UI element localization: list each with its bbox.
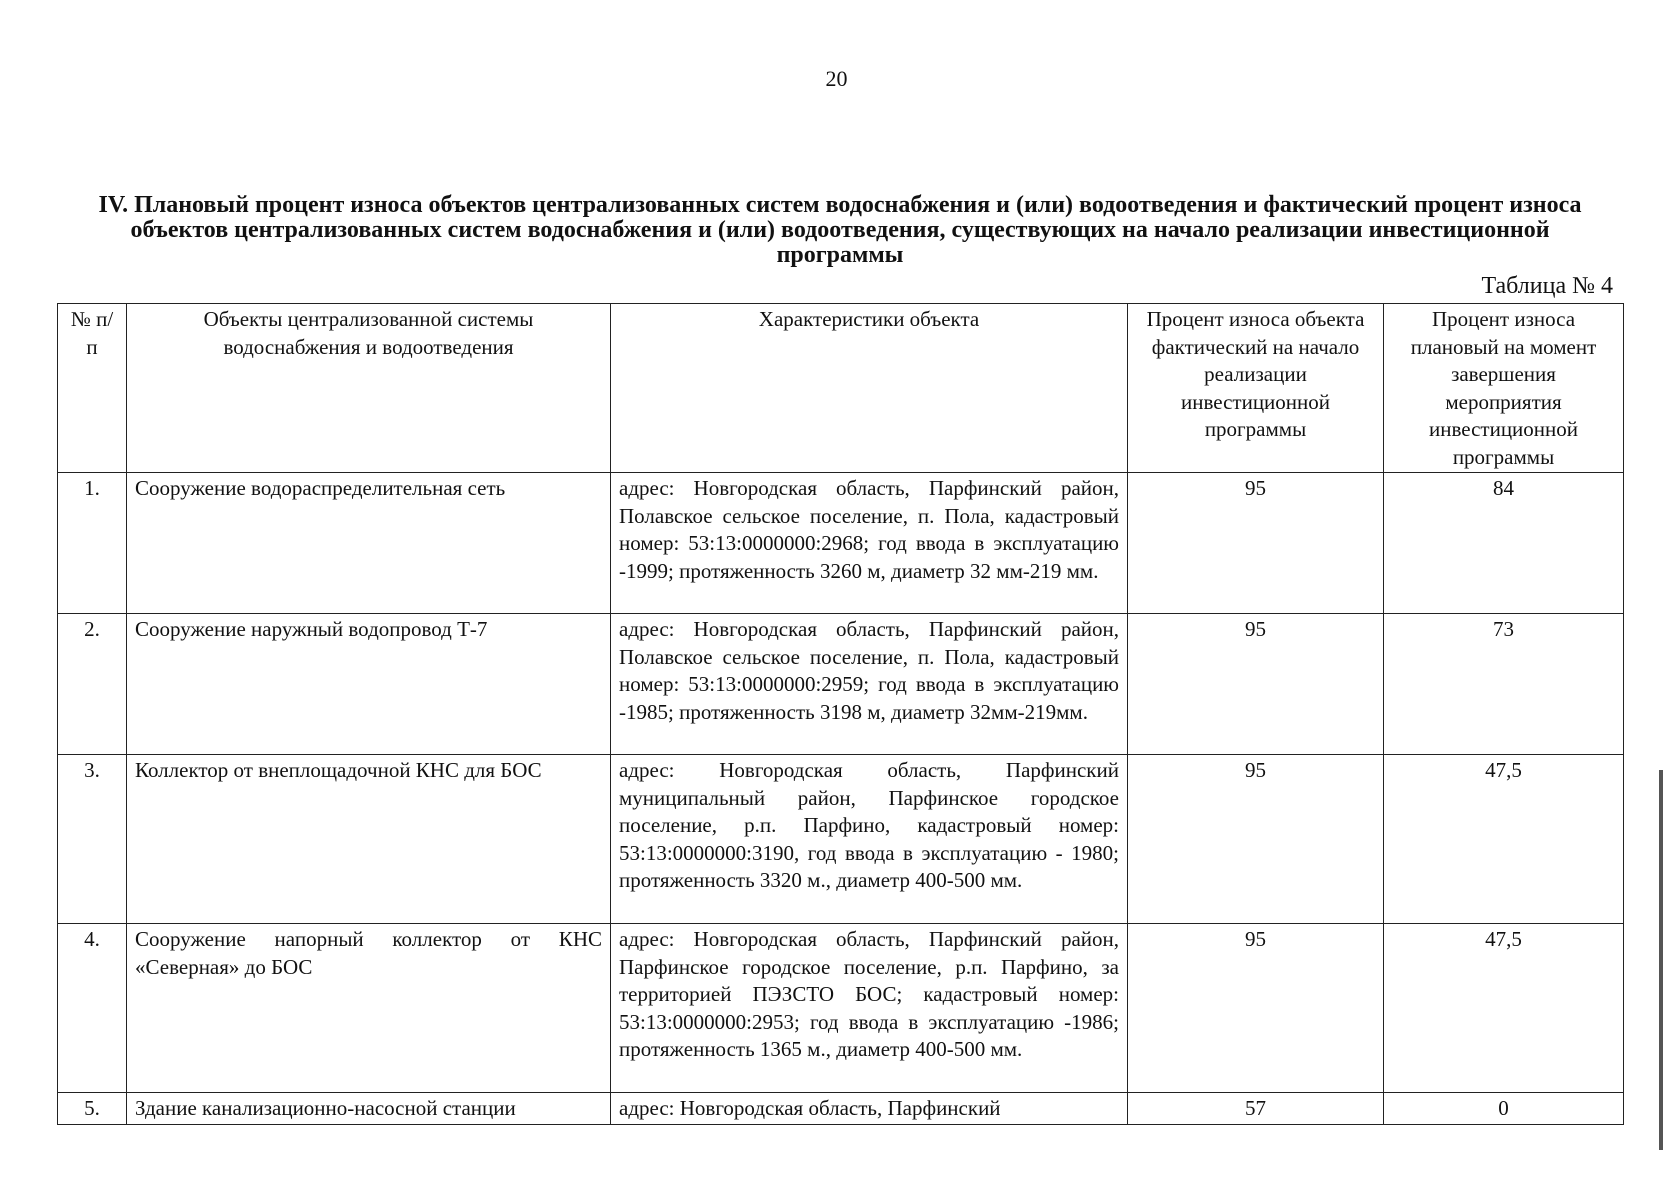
actual-wear-value: 95 (1128, 755, 1384, 924)
table-row (58, 473, 1624, 614)
actual-wear-value: 95 (1128, 473, 1384, 614)
header-characteristics: Характеристики объекта (611, 304, 1128, 473)
actual-wear-value: 95 (1128, 614, 1384, 755)
object-characteristics: адрес: Новгородская область, Парфинский муниципальный район, Парфинское городское поселение, р.п. Парфино, кадастровый номер: 53:13:0000000:3190, год ввода в эксплуатацию - 1980; протяженность 3320 м., диаметр 400-500 мм. (611, 755, 1128, 924)
row-number: 3. (58, 755, 127, 924)
row-number: 2. (58, 614, 127, 755)
object-characteristics: адрес: Новгородская область, Парфинский (611, 1093, 1128, 1125)
table-row (58, 1093, 1624, 1125)
row-number: 1. (58, 473, 127, 614)
object-characteristics: адрес: Новгородская область, Парфинский район, Полавское сельское поселение, п. Пола, кадастровый номер: 53:13:0000000:2968; год ввода в эксплуатацию -1999; протяженность 3260 м, диаметр 32 мм-219 мм. (611, 473, 1128, 614)
planned-wear-value: 47,5 (1384, 755, 1624, 924)
object-name: Сооружение наружный водопровод Т-7 (127, 614, 611, 755)
actual-wear-value: 57 (1128, 1093, 1384, 1125)
table-row (58, 614, 1624, 755)
actual-wear-value: 95 (1128, 924, 1384, 1093)
table-row (58, 924, 1624, 1093)
table-header-row (58, 304, 1624, 473)
object-characteristics: адрес: Новгородская область, Парфинский район, Парфинское городское поселение, р.п. Парфино, за территорией ПЭЗСТО БОС; кадастровый номер: 53:13:0000000:2953; год ввода в эксплуатацию -1986; протяженность 1365 м., диаметр 400-500 мм. (611, 924, 1128, 1093)
planned-wear-value: 73 (1384, 614, 1624, 755)
section-title: IV. Плановый процент износа объектов централизованных систем водоснабжения и (или) водоотведения и фактический процент износа объектов централизованных систем водоснабжения и (или) водоотведения, существующих на начало реализации инвестиционной программы (98, 192, 1582, 268)
header-object: Объекты централизованной системы водоснабжения и водоотведения (127, 304, 611, 473)
object-name: Здание канализационно-насосной станции (127, 1093, 611, 1125)
table-label: Таблица № 4 (1481, 273, 1613, 299)
planned-wear-value: 47,5 (1384, 924, 1624, 1093)
object-name: Сооружение напорный коллектор от КНС «Северная» до БОС (127, 924, 611, 1093)
table-row (58, 755, 1624, 924)
row-number: 4. (58, 924, 127, 1093)
planned-wear-value: 0 (1384, 1093, 1624, 1125)
object-name: Сооружение водораспределительная сеть (127, 473, 611, 614)
wear-table (57, 303, 1624, 1125)
page-number: 20 (825, 66, 848, 91)
header-planned-wear: Процент износа плановый на момент завершения мероприятия инвестиционной программы (1384, 304, 1624, 473)
object-characteristics: адрес: Новгородская область, Парфинский район, Полавское сельское поселение, п. Пола, кадастровый номер: 53:13:0000000:2959; год ввода в эксплуатацию -1985; протяженность 3198 м, диаметр 32мм-219мм. (611, 614, 1128, 755)
scan-edge-mark (1659, 770, 1663, 1150)
header-actual-wear: Процент износа объекта фактический на начало реализации инвестиционной программы (1128, 304, 1384, 473)
planned-wear-value: 84 (1384, 473, 1624, 614)
row-number: 5. (58, 1093, 127, 1125)
header-num: № п/п (58, 304, 127, 473)
object-name: Коллектор от внеплощадочной КНС для БОС (127, 755, 611, 924)
